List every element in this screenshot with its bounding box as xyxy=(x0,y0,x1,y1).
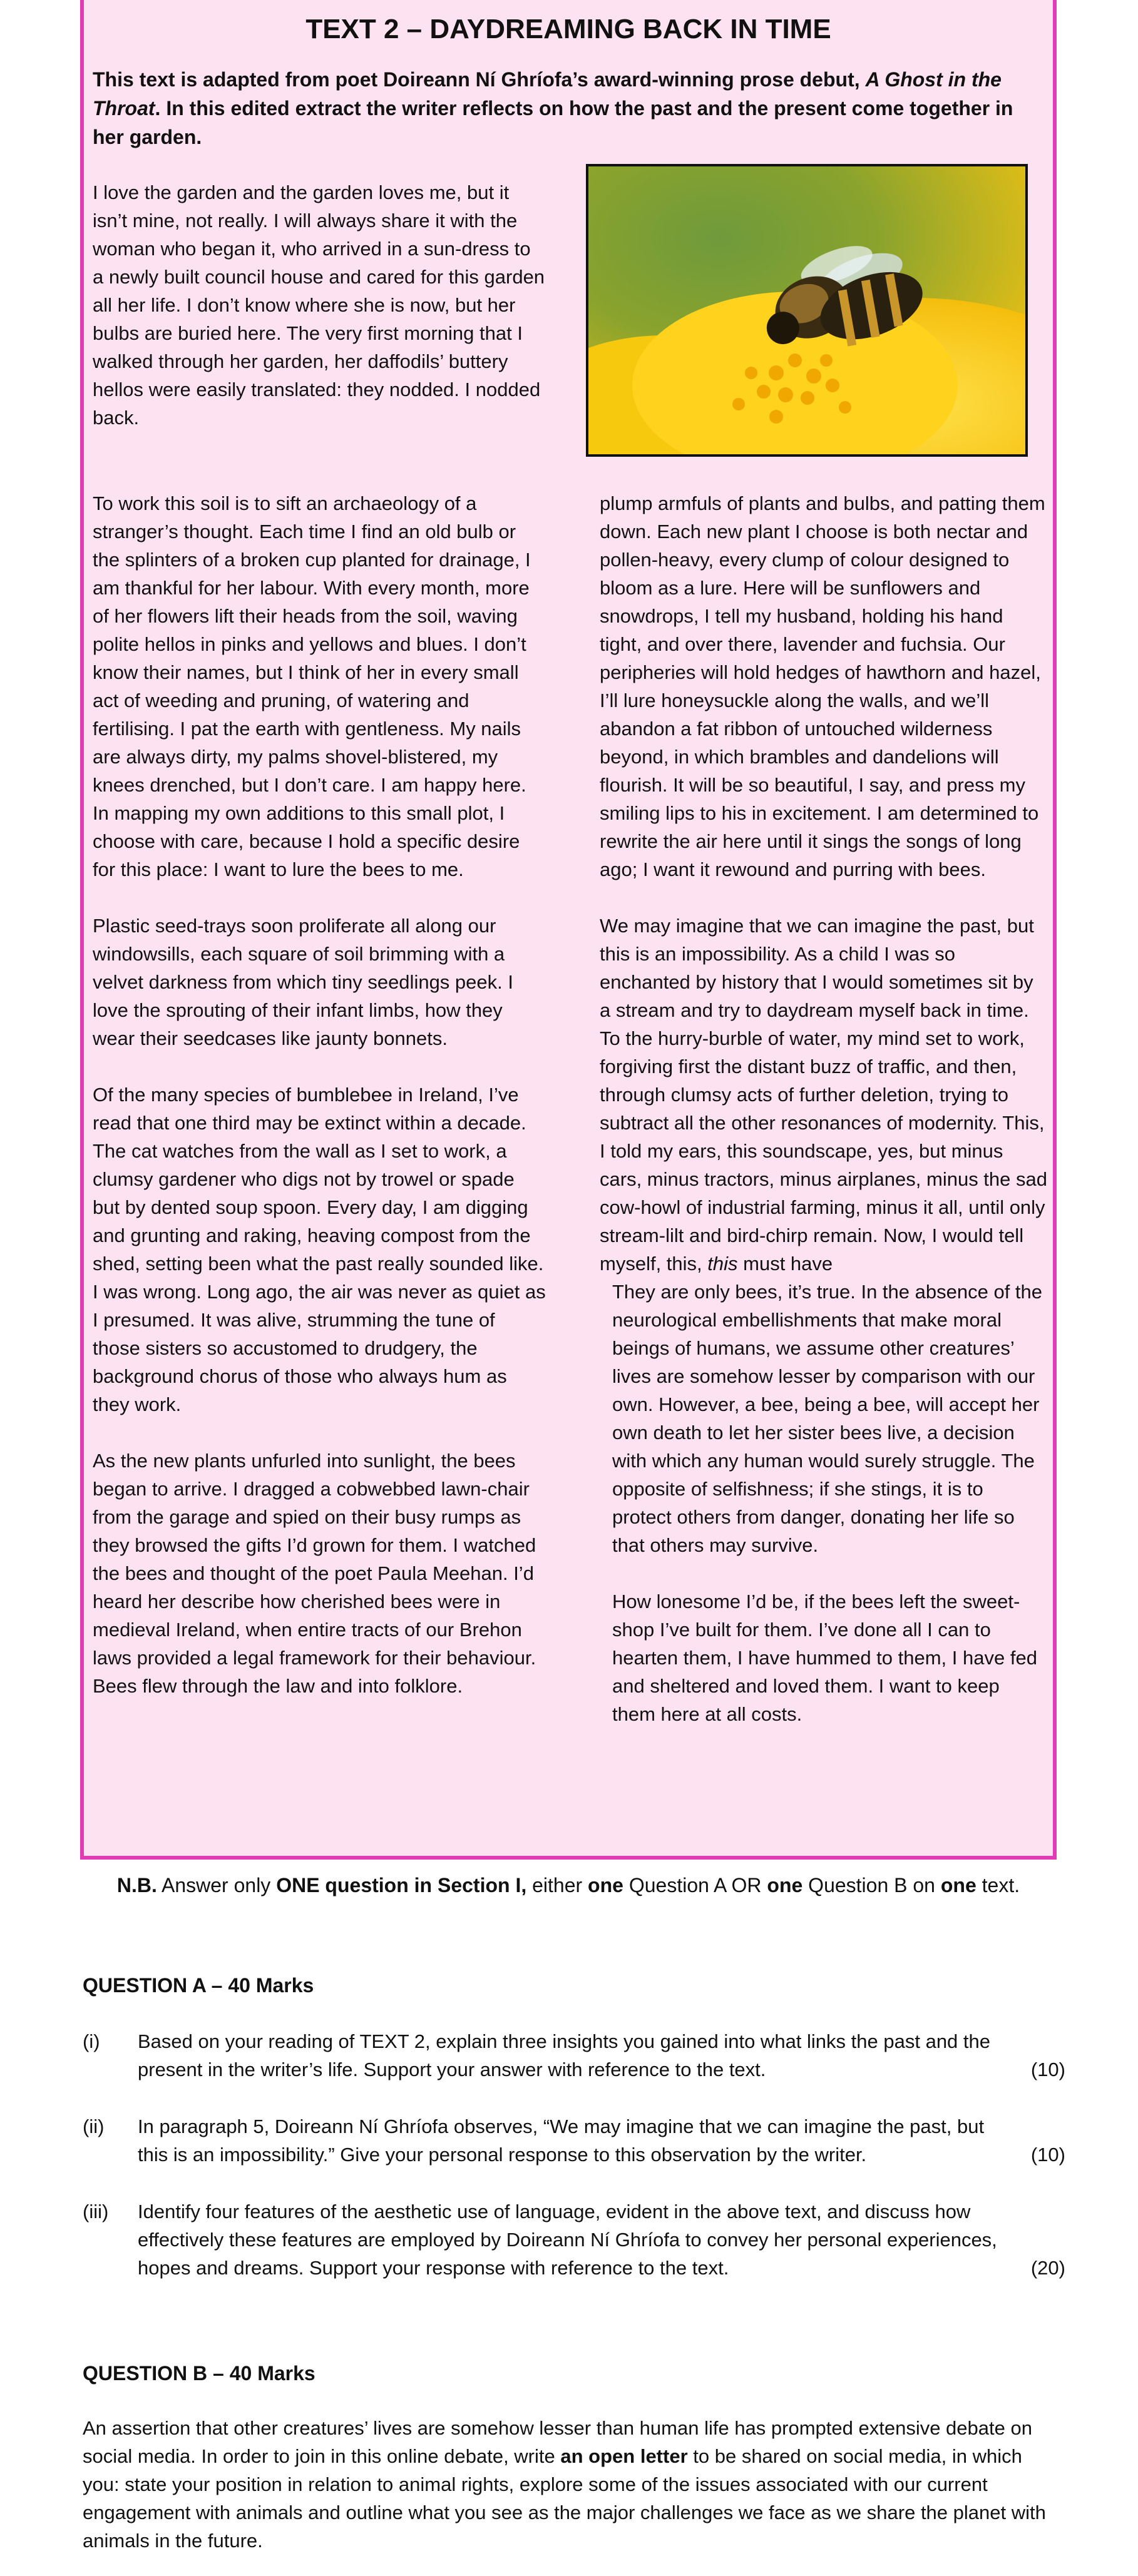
paragraph-8: They are only bees, it’s true. In the absence of the neurological embellishments that make moral beings of humans, we assume other creatures’ lives are somehow lesser by comparison with our own. However, a bee, being a bee, will accept her own death to let her sister bees live, a decision with which any human would surely struggle. The opposite of selfishness; if she stings, it is to protect others from danger, donating her life so that others may survive. xyxy=(612,1281,1043,1556)
question-marks: (10) xyxy=(1030,2144,1065,2166)
nb-bold: one xyxy=(588,1874,623,1896)
right-column xyxy=(600,489,1047,1728)
bee-photo xyxy=(586,164,1028,457)
question-a-item-i xyxy=(83,2027,1065,2085)
nb-label: N.B. xyxy=(116,1874,157,1896)
question-marks: (10) xyxy=(1030,2059,1065,2080)
nb-bold: one xyxy=(940,1874,977,1896)
question-a-item-iii xyxy=(83,2197,1065,2283)
nb-text: Question A OR xyxy=(623,1874,767,1896)
nb-text: text. xyxy=(976,1874,1020,1896)
intro-lead: This text is adapted from poet Doireann Ní Ghríofa’s award-winning prose debut, xyxy=(93,68,866,91)
paragraph-7-emphasis: this xyxy=(707,1253,738,1275)
question-b-heading: QUESTION B – 40 Marks xyxy=(83,2362,315,2385)
nb-text: Question B on xyxy=(802,1874,941,1896)
paragraph-4: Of the many species of bumblebee in Ireland, I’ve read that one third may be extinct within a decade. The cat watches from the wall as I set to work, a clumsy gardener who digs not by trowel or spade but by dented soup spoon. Every day, I am digging and grunting and raking, heaving compost from the shed, setting been what the past really sounded like. I was wrong. Long ago, the air was never as quiet as I presumed. It was alive, strumming the tune of those sisters so accustomed to drudgery, the background chorus of those who always hum as they work. xyxy=(93,1084,546,1415)
nb-instruction xyxy=(80,1871,1057,1900)
paragraph-1-text: I love the garden and the garden loves me, but it isn’t mine, not really. I will always share it with the woman who began it, who arrived in a sun-dress to a newly built council house and cared for this garden all her life. I don’t know where she is now, but her bulbs are buried here. The very first morning that I walked through her garden, her daffodils’ buttery hellos were easily translated: they nodded. I nodded back. xyxy=(93,181,545,429)
paragraph-9: How lonesome I’d be, if the bees left the sweet-shop I’ve built for them. I’ve done all I can to hearten them, I have hummed to them, I have fed and sheltered and loved them. I want to keep them here at all costs. xyxy=(612,1591,1037,1725)
question-text: Based on your reading of TEXT 2, explain three insights you gained into what links the past and the present in the writer’s life. Support your answer with reference to the text. xyxy=(138,2030,991,2080)
paragraph-1 xyxy=(93,178,546,432)
paragraph-5: As the new plants unfurled into sunlight, the bees began to arrive. I dragged a cobwebbed lawn-chair from the garage and spied on their busy rumps as they browsed the gifts I’d grown for them. I watched the bees and thought of the poet Paula Meehan. I’d heard her describe how cherished bees were in medieval Ireland, when entire tracts of our Brehon laws provided a legal framework for their behaviour. Bees flew through the law and into folklore. xyxy=(93,1450,536,1697)
paragraph-2: To work this soil is to sift an archaeology of a stranger’s thought. Each time I find an old bulb or the splinters of a broken cup planted for drainage, I am thankful for her labour. With every month, more of her flowers lift their heads from the soil, waving polite hellos in pinks and yellows and blues. I don’t know their names, but I think of her in every small act of weeding and pruning, of watering and fertilising. I pat the earth with gentleness. My nails are always dirty, my palms shovel-blistered, my knees drenched, but I don’t care. I am happy here. In mapping my own additions to this small plot, I choose with care, because I hold a specific desire for this place: I want to lure the bees to me. xyxy=(93,492,531,880)
book-title: A Ghost in the Throat xyxy=(93,68,1002,120)
paragraph-7-text: We may imagine that we can imagine the past, but this is an impossibility. As a child I was so enchanted by history that I would sometimes sit by a stream and try to daydream myself back in time. To the hurry-burble of water, my mind set to work, forgiving first the distant buzz of traffic, and then, through clumsy acts of further deletion, trying to subtract all the other resonances of modernity. This, I told my ears, this soundscape, yes, but minus cars, minus tractors, minus airplanes, minus the sad cow-howl of industrial farming, minus it all, until only stream-lilt and bird-chirp remain. Now, I would tell myself, this, xyxy=(600,915,1047,1275)
question-a-heading: QUESTION A – 40 Marks xyxy=(83,1974,314,1997)
paragraph-7 xyxy=(600,912,1047,1278)
intro-rest: . In this edited extract the writer reflects on how the past and the present come together in her garden. xyxy=(93,97,1013,148)
question-a-item-ii xyxy=(83,2112,1065,2170)
nb-text: either xyxy=(526,1874,588,1896)
intro-paragraph xyxy=(93,65,1032,151)
question-b-part: An assertion that other creatures’ lives are somehow lesser than human life has prompted extensive debate on social media. In order to join in this online debate, write xyxy=(83,2417,1032,2467)
nb-bold: ONE question in Section I, xyxy=(276,1874,527,1896)
paragraph-3: Plastic seed-trays soon proliferate all along our windowsills, each square of soil brimming with a velvet darkness from which tiny seedlings peek. I love the sprouting of their infant limbs, how they wear their seedcases like jaunty bonnets. xyxy=(93,915,513,1049)
question-b-text xyxy=(83,2414,1059,2555)
question-marks: (20) xyxy=(1030,2257,1065,2279)
question-number: (iii) xyxy=(83,2201,109,2222)
question-b-bold: an open letter xyxy=(560,2445,688,2467)
page-title: TEXT 2 – DAYDREAMING BACK IN TIME xyxy=(305,14,831,44)
bee-on-flower-illustration xyxy=(588,166,1025,454)
left-column xyxy=(93,489,546,1700)
question-b-part: to be shared on social media, in which you: state your position in relation to animal rights, explore some of the issues associated with our current engagement with animals and outline what you see as the major challenges we face as we share the planet with animals in the future. xyxy=(83,2445,1046,2552)
paragraph-7-end: must have xyxy=(737,1253,833,1275)
question-number: (ii) xyxy=(83,2115,105,2137)
question-number: (i) xyxy=(83,2030,100,2052)
nb-bold: one xyxy=(767,1874,803,1896)
question-text: In paragraph 5, Doireann Ní Ghríofa observes, “We may imagine that we can imagine the past, but this is an impossibility.” Give your personal response to this observation by the writer. xyxy=(138,2115,985,2166)
paragraph-6: plump armfuls of plants and bulbs, and patting them down. Each new plant I choose is both nectar and pollen-heavy, every clump of colour designed to bloom as a lure. Here will be sunflowers and snowdrops, I tell my husband, holding his hand tight, and over there, lavender and fuchsia. Our peripheries will hold hedges of hawthorn and hazel, I’ll lure honeysuckle along the walls, and we’ll abandon a fat ribbon of untouched wilderness beyond, in which brambles and dandelions will flourish. It will be so beautiful, I say, and press my smiling lips to his in excitement. I am determined to rewrite the air here until it sings the songs of long ago; I want it rewound and purring with bees. xyxy=(600,492,1045,880)
nb-text: Answer only xyxy=(156,1874,277,1896)
question-text: Identify four features of the aesthetic use of language, evident in the above text, and discuss how effectively these features are employed by Doireann Ní Ghríofa to convey her personal experiences, hopes and dreams. Support your response with reference to the text. xyxy=(138,2201,997,2279)
